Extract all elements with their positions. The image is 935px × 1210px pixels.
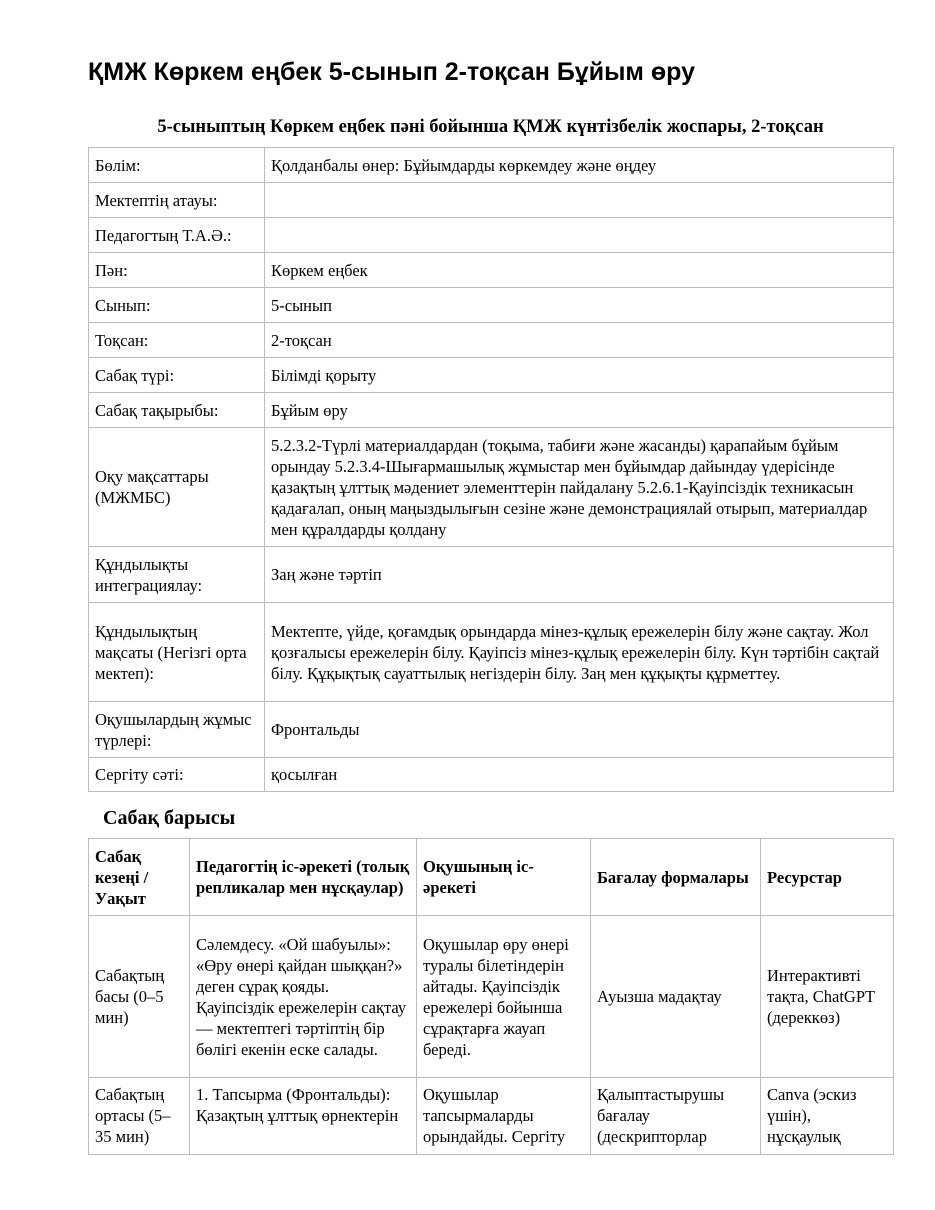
info-row-teacher (89, 218, 894, 253)
info-row-topic (89, 393, 894, 428)
info-value: Білімді қорыту (265, 358, 894, 393)
column-header: Ресурстар (761, 839, 894, 916)
assessment-cell: Ауызша мадақтау (591, 916, 761, 1078)
info-label: Пән: (89, 253, 265, 288)
info-label: Сабақ түрі: (89, 358, 265, 393)
column-header: Сабақ кезеңі / Уақыт (89, 839, 190, 916)
info-value: Мектепте, үйде, қоғамдық орындарда мінез-құлық ережелерін білу және сақтау. Жол қозғалысы ережелерін білу. Қауіпсіз мінез-құлық ережелерін білу. Күн тәртібін сақтай білу. Құқықтық сауаттылық негіздерін білу. Заң мен құқықты құрметтеу. (265, 603, 894, 702)
lesson-section-title: Сабақ барысы (103, 807, 236, 829)
info-label: Мектептің атауы: (89, 183, 265, 218)
info-row-subject (89, 253, 894, 288)
resources-cell: Canva (эскиз үшін), нұсқаулық (761, 1078, 894, 1155)
info-value: Қолданбалы өнер: Бұйымдарды көркемдеу және өңдеу (265, 148, 894, 183)
lesson-row-start (89, 916, 894, 1078)
student-action-cell: Оқушылар тапсырмаларды орындайды. Сергіту (417, 1078, 591, 1155)
info-row-school (89, 183, 894, 218)
info-row-lesson-type (89, 358, 894, 393)
info-label: Оқу мақсаттары (МЖМБС) (89, 428, 265, 547)
column-header: Оқушының іс-әрекеті (417, 839, 591, 916)
info-label: Оқушылардың жұмыс түрлері: (89, 702, 265, 758)
lesson-info-table (88, 147, 894, 792)
info-label: Педагогтың Т.А.Ә.: (89, 218, 265, 253)
info-row-objectives (89, 428, 894, 547)
info-row-value-integration (89, 547, 894, 603)
info-value: 2-тоқсан (265, 323, 894, 358)
info-label: Бөлім: (89, 148, 265, 183)
column-header: Педагогтің іс-әрекеті (толық репликалар мен нұсқаулар) (190, 839, 417, 916)
lesson-flow-table (88, 838, 894, 1155)
info-value: Заң және тәртіп (265, 547, 894, 603)
info-row-quarter (89, 323, 894, 358)
info-label: Құндылықты интеграциялау: (89, 547, 265, 603)
info-row-work-types (89, 702, 894, 758)
resources-cell: Интерактивті тақта, ChatGPT (дереккөз) (761, 916, 894, 1078)
teacher-action-cell: Сәлемдесу. «Ой шабуылы»: «Өру өнері қайдан шыққан?» деген сұрақ қояды. Қауіпсіздік ережелерін сақтау — мектептегі тәртіптің бір бөлігі екенін еске салады. (190, 916, 417, 1078)
page-title: ҚМЖ Көркем еңбек 5-сынып 2-тоқсан Бұйым өру (88, 58, 695, 86)
info-value: Фронтальды (265, 702, 894, 758)
info-label: Сынып: (89, 288, 265, 323)
info-label: Тоқсан: (89, 323, 265, 358)
info-value (265, 183, 894, 218)
plan-subtitle: 5-сыныптың Көркем еңбек пәні бойынша ҚМЖ күнтізбелік жоспары, 2-тоқсан (157, 117, 824, 137)
info-value (265, 218, 894, 253)
info-label: Сергіту сәті: (89, 758, 265, 792)
info-value: 5.2.3.2-Түрлі материалдардан (тоқыма, табиғи және жасанды) қарапайым бұйым орындау 5.2.3.4-Шығармашылық жұмыстар мен бұйымдар дайындау үдерісінде қазақтың ұлттық мәдениет элементтерін пайдалану 5.2.6.1-Қауіпсіздік техникасын қадағалап, оның маңыздылығын сезіне және демонстрациялай отырып, материалдар мен құралдарды қолдану (265, 428, 894, 547)
info-value: қосылған (265, 758, 894, 792)
lesson-header-row (89, 839, 894, 916)
stage-cell: Сабақтың ортасы (5–35 мин) (89, 1078, 190, 1155)
student-action-cell: Оқушылар өру өнері туралы білетіндерін айтады. Қауіпсіздік ережелері бойынша сұрақтарға жауап береді. (417, 916, 591, 1078)
teacher-action-cell: 1. Тапсырма (Фронтальды): Қазақтың ұлттық өрнектерін (190, 1078, 417, 1155)
info-value: Бұйым өру (265, 393, 894, 428)
info-value: Көркем еңбек (265, 253, 894, 288)
assessment-cell: Қалыптастырушы бағалау (дескрипторлар (591, 1078, 761, 1155)
column-header: Бағалау формалары (591, 839, 761, 916)
info-label: Құндылықтың мақсаты (Негізгі орта мектеп): (89, 603, 265, 702)
lesson-row-middle (89, 1078, 894, 1155)
stage-cell: Сабақтың басы (0–5 мин) (89, 916, 190, 1078)
info-row-grade (89, 288, 894, 323)
info-row-break (89, 758, 894, 792)
info-row-section (89, 148, 894, 183)
info-label: Сабақ тақырыбы: (89, 393, 265, 428)
info-value: 5-сынып (265, 288, 894, 323)
info-row-value-goal (89, 603, 894, 702)
